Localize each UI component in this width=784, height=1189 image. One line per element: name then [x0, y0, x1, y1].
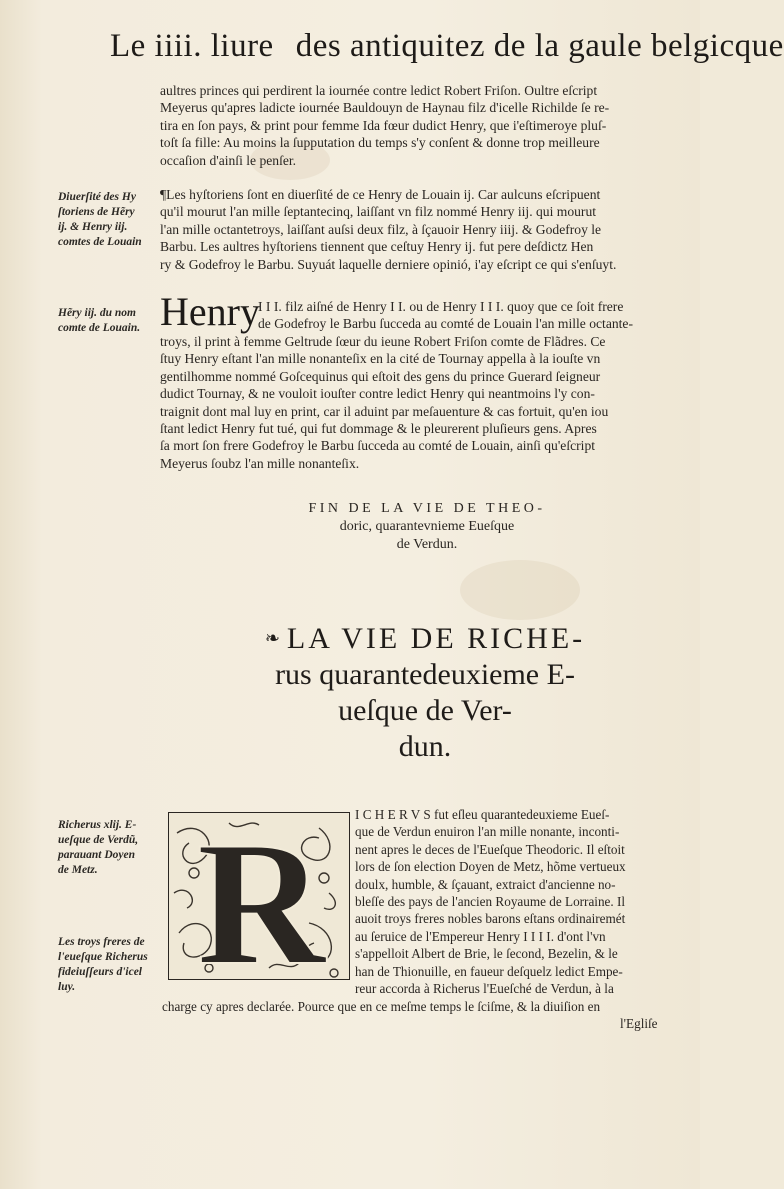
text-line: ſtuy Henry eſtant l'an mille nonanteſix en la cité de Tournay appella à la iouſte vn [160, 351, 601, 367]
text-line: ¶Les hyſtoriens ſont en diuerſité de ce Henry de Louain ij. Car aulcuns eſcripuent [160, 187, 601, 202]
margin-note-line: Diuerſité des Hy [58, 191, 136, 203]
text-line: Meyerus ſoubz l'an mille nonanteſix. [160, 455, 360, 471]
chapter-title [215, 620, 635, 765]
margin-note-line: l'eueſque Richerus [58, 951, 148, 963]
margin-note-line: ij. & Henry iij. [58, 221, 128, 233]
title-line: rus quarantedeuxieme E- [275, 658, 575, 691]
running-head-right: des antiquitez de la gaule belgicque [295, 28, 784, 64]
margin-note-line: Richerus xlij. E- [58, 819, 137, 831]
text-line: traignit dont mal luy en print, car il aduint par meſauenture & cas fortuit, qu'en iou [160, 403, 609, 419]
margin-note-line: ueſque de Verdũ, [58, 834, 139, 846]
text-line: auoit troys freres nobles barons eſtans ordinairemét [355, 911, 626, 927]
margin-note-line: luy. [58, 981, 76, 993]
margin-note-line: parauant Doyen [58, 849, 135, 861]
end-line: doric, quarantevnieme Eueſque [339, 519, 515, 534]
text-line: aultres princes qui perdirent la iournée contre ledict Robert Friſon. Oultre eſcript [160, 83, 598, 98]
text-line: au ſeruice de l'Empereur Henry I I I I. d'ont l'vn [355, 928, 606, 944]
text-line: que de Verdun enuiron l'an mille nonante, inconti- [355, 824, 620, 840]
paper-stain [460, 560, 580, 620]
text-line: gentilhomme nommé Goſcequinus qui eſtoit des gens du prince Guerard ſeigneur [160, 368, 601, 384]
text-line: bleſſe des pays de l'ancien Royaume de Lorraine. Il [355, 894, 626, 910]
end-of-chapter [262, 500, 592, 554]
margin-note-richerus [58, 818, 158, 878]
margin-note-historians [58, 190, 158, 250]
text-line: lors de ſon election Doyen de Metz, hõme vertueux [355, 859, 626, 875]
title-line: dun. [398, 730, 452, 763]
title-line: ueſque de Ver- [338, 694, 512, 727]
text-line: Barbu. Les aultres hyſtoriens tiennent que ceſtuy Henry ij. fut pere deſdictz Hen [160, 239, 594, 255]
text-line: de Godefroy le Barbu ſucceda au comté de Louain l'an mille octante- [258, 316, 633, 332]
initial-letter: R [196, 804, 326, 1002]
text-line: reur accorda à Richerus l'Eueſché de Verdun, à la [355, 981, 614, 997]
text-line: Meyerus qu'apres ladicte iournée Bauldouyn de Haynau filz d'icelle Richilde ſe re- [160, 100, 610, 116]
margin-note-line: fideiuſſeurs d'icel [58, 966, 142, 978]
margin-note-brothers [58, 935, 158, 995]
margin-note-line: de Metz. [58, 864, 98, 876]
ornament-icon [169, 804, 349, 1002]
text-line: toſt ſa fille: Au moins la ſupputation du temps s'y conſent & donne trop meilleure [160, 135, 600, 151]
running-head [110, 28, 784, 65]
text-line: I C H E R V S fut eſleu quarantedeuxieme Eueſ- [355, 807, 610, 822]
text-line: ſa mort ſon frere Godefroy le Barbu ſucceda au comté de Louain, ainſi qu'eſcript [160, 438, 596, 454]
running-head-left: Le iiii. liure [110, 28, 274, 64]
text-line: I I I. filz aiſné de Henry I I. ou de Henry I I I. quoy que ce ſoit frere [258, 299, 624, 314]
text-line: dudict Tournay, & ne vouloit iouſter contre ledict Henry qui neantmoins l'y con- [160, 386, 595, 402]
end-line: de Verdun. [396, 537, 458, 552]
text-line: ſtant ledict Henry fut tué, qui fut dommage & le pleurerent pluſieurs gens. Apres [160, 421, 597, 437]
paragraph-continuation [160, 82, 672, 169]
text-line: qu'il mourut l'an mille ſeptantecinq, laiſſant vn filz nommé Henry iij. qui mourut [160, 204, 597, 220]
text-line: l'an mille octantetroys, laiſſant auſsi deux filz, à ſçauoir Henry iiij. & Godefroy le [160, 221, 602, 237]
paragraph-henry-body [160, 333, 672, 472]
end-line: FIN DE LA VIE DE THEO- [308, 501, 546, 516]
text-line: troys, il print à femme Geltrude ſœur du ieune Robert Friſon comte de Flãdres. Ce [160, 334, 606, 349]
decorated-initial [168, 804, 350, 1002]
paragraph-henry-head [258, 298, 672, 333]
paragraph-richerus [355, 806, 673, 997]
paragraph-historians [160, 186, 672, 273]
margin-note-line: comte de Louain. [58, 322, 141, 334]
title-line: LA VIE DE RICHE- [286, 622, 586, 655]
paragraph-richerus-tail [162, 998, 674, 1015]
fleuron-icon: ❧ [264, 628, 283, 648]
text-line: tira en ſon pays, & print pour femme Ida fœur dudict Henry, que i'eſtimeroye pluſ- [160, 117, 607, 133]
margin-note-henry [58, 306, 158, 336]
margin-note-line: Les troys freres de [58, 936, 145, 948]
text-line: charge cy apres declarée. Pource que en ce meſme temps le ſciſme, & la diuiſion en [162, 999, 601, 1014]
text-line: ry & Godefroy le Barbu. Suyuát laquelle derniere opinió, i'ay eſcript ce qui s'enſuyt. [160, 256, 617, 272]
text-line: occaſion d'ainſi le penſer. [160, 152, 297, 168]
dropword-henry: Henry [160, 289, 260, 334]
margin-note-line: comtes de Louain [58, 236, 142, 248]
margin-note-line: ſtoriens de Hẽry [58, 206, 135, 218]
text-line: han de Thionuille, en faueur deſquelz ledict Empe- [355, 963, 623, 979]
text-line: nent apres le deces de l'Eueſque Theodoric. Il eſtoit [355, 841, 625, 857]
text-line: doulx, humble, & ſçauant, extraict d'ancienne no- [355, 876, 616, 892]
text-line: s'appelloit Albert de Brie, le ſecond, Bezelin, & le [355, 946, 618, 962]
margin-note-line: Hẽry iij. du nom [58, 307, 136, 319]
catchword: l'Egliſe [620, 1016, 658, 1031]
